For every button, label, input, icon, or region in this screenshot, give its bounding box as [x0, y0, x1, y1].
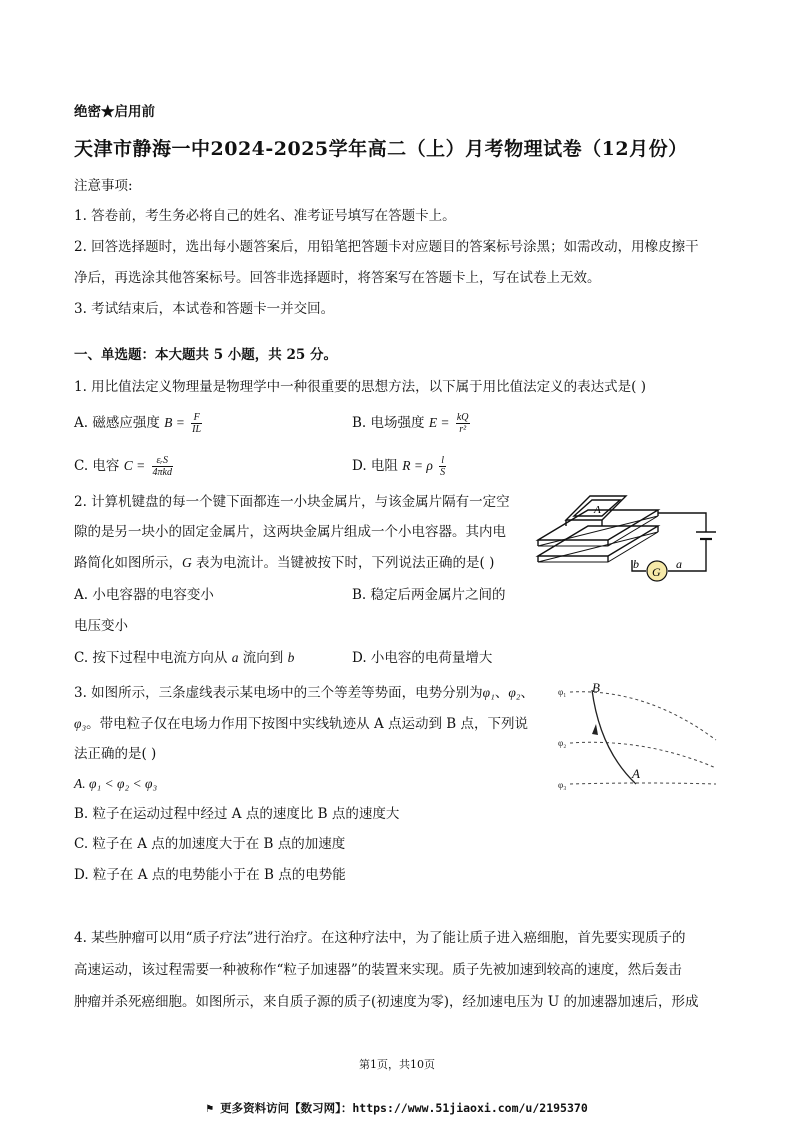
q2-option-d: D. 小电容的电荷量增大: [352, 650, 493, 666]
equipotential-figure: [556, 680, 726, 800]
label-a: a: [676, 557, 682, 571]
q2-option-a: A. 小电容器的电容变小: [74, 587, 214, 603]
symbol-phi1: φ₁: [482, 685, 495, 700]
page-title: 天津市静海一中2024-2025学年高二（上）月考物理试卷（12月份）: [74, 138, 688, 160]
equipotential-line-1: [570, 692, 716, 740]
secret-label: 绝密★启用前: [74, 104, 155, 120]
option-label: D. 电阻: [352, 458, 398, 474]
q1-option-d: [352, 455, 448, 478]
note-item-2: 2. 回答选择题时，选出每小题答案后，用铅笔把答题卡对应题目的答案标号涂黑；如需改动，用橡皮擦干: [74, 239, 699, 255]
note-item-3: 3. 考试结束后，本试卷和答题卡一并交回。: [74, 301, 335, 317]
formula-fraction: [456, 412, 470, 435]
q1-option-b: [352, 412, 472, 435]
q2-option-b-cont: 电压变小: [74, 618, 128, 634]
trajectory-arrow-icon: [592, 724, 598, 735]
label-phi2: φ₂: [558, 738, 567, 748]
trajectory-path: [592, 690, 636, 784]
label-key-a: A: [594, 504, 601, 516]
q2-line-2: 隙的是另一块小的固定金属片，这两块金属片组成一个小电容器。其内电: [74, 524, 506, 540]
q4-line-2: 高速运动，该过程需要一种被称作“粒子加速器”的装置来实现。质子先被加速到较高的速度，然后轰击: [74, 962, 682, 978]
formula-fraction: [191, 412, 202, 435]
q3-option-a: A. φ₁ < φ₂ < φ₃: [74, 776, 158, 791]
option-label: A. 磁感应强度: [74, 415, 160, 431]
q3-line-3: 法正确的是( ): [74, 746, 157, 762]
formula-lhs: B =: [164, 415, 185, 430]
equipotential-line-3: [570, 783, 716, 784]
label-phi1: φ₁: [558, 687, 567, 697]
q3-line-2: [74, 714, 528, 734]
formula-lhs: C =: [123, 458, 146, 473]
numerator: εᵣS: [152, 455, 173, 467]
symbol-a: a: [231, 650, 239, 665]
formula-fraction: [439, 455, 446, 478]
text: C. 按下过程中电流方向从: [74, 650, 232, 666]
denominator: r²: [459, 424, 467, 435]
numerator: l: [439, 455, 446, 467]
formula-fraction: [152, 455, 173, 478]
q3-line-1: [74, 683, 534, 703]
section-heading: 一、单选题：本大题共 5 小题，共 25 分。: [74, 347, 337, 363]
numerator: kQ: [456, 412, 469, 423]
note-item-1: 1. 答卷前，考生务必将自己的姓名、准考证号填写在答题卡上。: [74, 208, 456, 224]
label-g: G: [652, 565, 661, 579]
q3-option-b: B. 粒子在运动过程中经过 A 点的速度比 B 点的速度大: [74, 806, 400, 822]
q4-line-1: 4. 某些肿瘤可以用“质子疗法”进行治疗。在这种疗法中，为了能让质子进入癌细胞，首先要实现质子的: [74, 930, 686, 946]
note-item-2-cont: 净后，再选涂其他答案标号。回答非选择题时，将答案写在答题卡上，写在试卷上无效。: [74, 270, 601, 286]
notes-heading: 注意事项:: [74, 178, 133, 194]
denominator: IL: [192, 424, 202, 435]
q2-line-1: 2. 计算机键盘的每一个键下面都连一小块金属片，与该金属片隔有一定空: [74, 494, 510, 510]
symbol-g: G: [182, 555, 192, 570]
text: 。带电粒子仅在电场力作用下按图中实线轨迹从 A 点运动到 B 点，下列说: [86, 716, 529, 732]
denominator: S: [440, 467, 446, 478]
numerator: F: [191, 412, 202, 424]
q3-option-d: D. 粒子在 A 点的电势能小于在 B 点的电势能: [74, 867, 346, 883]
label-phi3: φ₃: [558, 780, 567, 790]
text: 流向到: [238, 650, 288, 666]
symbol-b: b: [287, 650, 295, 665]
text: 3. 如图所示，三条虚线表示某电场中的三个等差等势面，电势分别为: [74, 685, 483, 701]
equipotential-line-2: [570, 742, 716, 768]
separator: 、: [520, 685, 535, 701]
option-label: B. 电场强度: [352, 415, 425, 431]
text: 表为电流计。当键被按下时，下列说法正确的是( ): [191, 555, 495, 571]
q1-option-c: [74, 455, 175, 478]
resource-link[interactable]: ⚑ 更多资料访问【数习网】：https://www.51jiaoxi.com/u/2195370: [206, 1101, 588, 1115]
symbol-phi3: φ₃: [74, 716, 87, 731]
q2-line-3: [74, 553, 494, 573]
q4-line-3: 肿瘤并杀死癌细胞。如图所示，来自质子源的质子(初速度为零)，经加速电压为 U 的加速器加速后，形成: [74, 994, 699, 1010]
label-point-a: A: [632, 766, 640, 781]
label-point-b: B: [592, 680, 600, 695]
q2-option-b: B. 稳定后两金属片之间的: [352, 587, 506, 603]
option-label: C. 电容: [74, 458, 120, 474]
q1-option-a: [74, 412, 204, 435]
denominator: 4πkd: [152, 467, 172, 478]
q3-option-c: C. 粒子在 A 点的加速度大于在 B 点的加速度: [74, 836, 346, 852]
text: 路简化如图所示，: [74, 555, 182, 571]
page-number: 第1页，共10页: [359, 1058, 435, 1071]
label-b: b: [633, 557, 639, 571]
symbol-phi2: φ₂: [508, 685, 521, 700]
separator: 、: [494, 685, 509, 701]
capacitor-circuit-figure: [530, 488, 730, 588]
q1-stem: 1. 用比值法定义物理量是物理学中一种很重要的思想方法，以下属于用比值法定义的表达式是( ): [74, 379, 646, 395]
formula-lhs: R = ρ: [402, 458, 433, 473]
formula-lhs: E =: [428, 415, 450, 430]
q2-option-c: [74, 648, 294, 668]
